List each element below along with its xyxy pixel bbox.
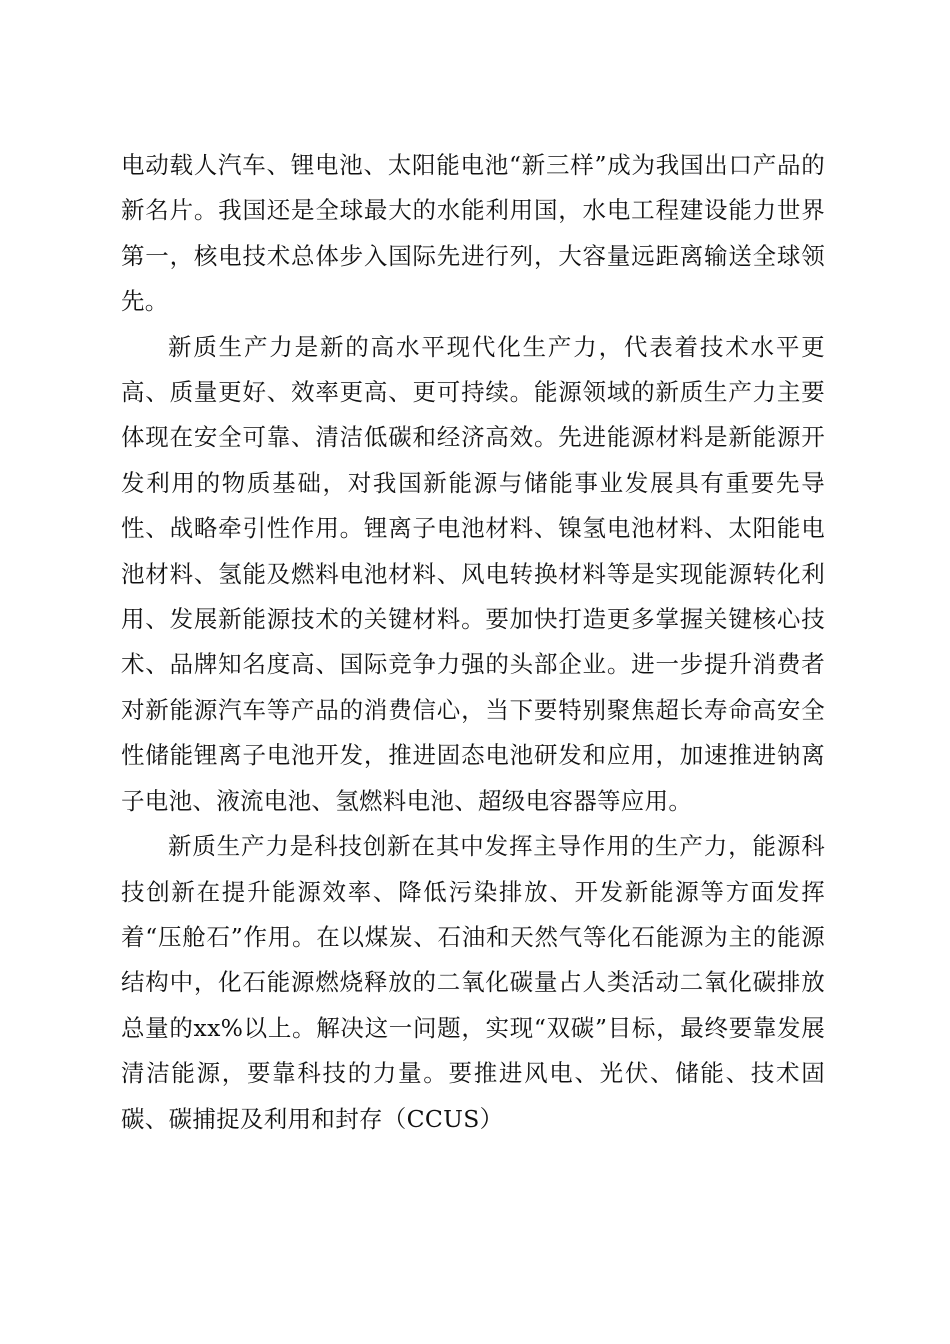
- document-body: [121, 143, 825, 1142]
- paragraph-continuation: 电动载人汽车、锂电池、太阳能电池“新三样”成为我国出口产品的新名片。我国还是全球最大的水能利用国，水电工程建设能力世界第一，核电技术总体步入国际先进行列，大容量远距离输送全球领先。: [121, 151, 825, 316]
- paragraph-new-quality-productivity: 新质生产力是新的高水平现代化生产力，代表着技术水平更高、质量更好、效率更高、更可持续。能源领域的新质生产力主要体现在安全可靠、清洁低碳和经济高效。先进能源材料是新能源开发利用的物质基础，对我国新能源与储能事业发展具有重要先导性、战略牵引性作用。锂离子电池材料、镍氢电池材料、太阳能电池材料、氢能及燃料电池材料、风电转换材料等是实现能源转化利用、发展新能源技术的关键材料。要加快打造更多掌握关键核心技术、品牌知名度高、国际竞争力强的头部企业。进一步提升消费者对新能源汽车等产品的消费信心，当下要特别聚焦超长寿命高安全性储能锂离子电池开发，推进固态电池研发和应用，加速推进钠离子电池、液流电池、氢燃料电池、超级电容器等应用。: [121, 332, 825, 815]
- paragraph-tech-innovation: 新质生产力是科技创新在其中发挥主导作用的生产力，能源科技创新在提升能源效率、降低污染排放、开发新能源等方面发挥着“压舱石”作用。在以煤炭、石油和天然气等化石能源为主的能源结构中，化石能源燃烧释放的二氧化碳量占人类活动二氧化碳排放总量的xx%以上。解决这一问题，实现“双碳”目标，最终要靠发展清洁能源，要靠科技的力量。要推进风电、光伏、储能、技术固碳、碳捕捉及利用和封存（CCUS）: [121, 832, 825, 1133]
